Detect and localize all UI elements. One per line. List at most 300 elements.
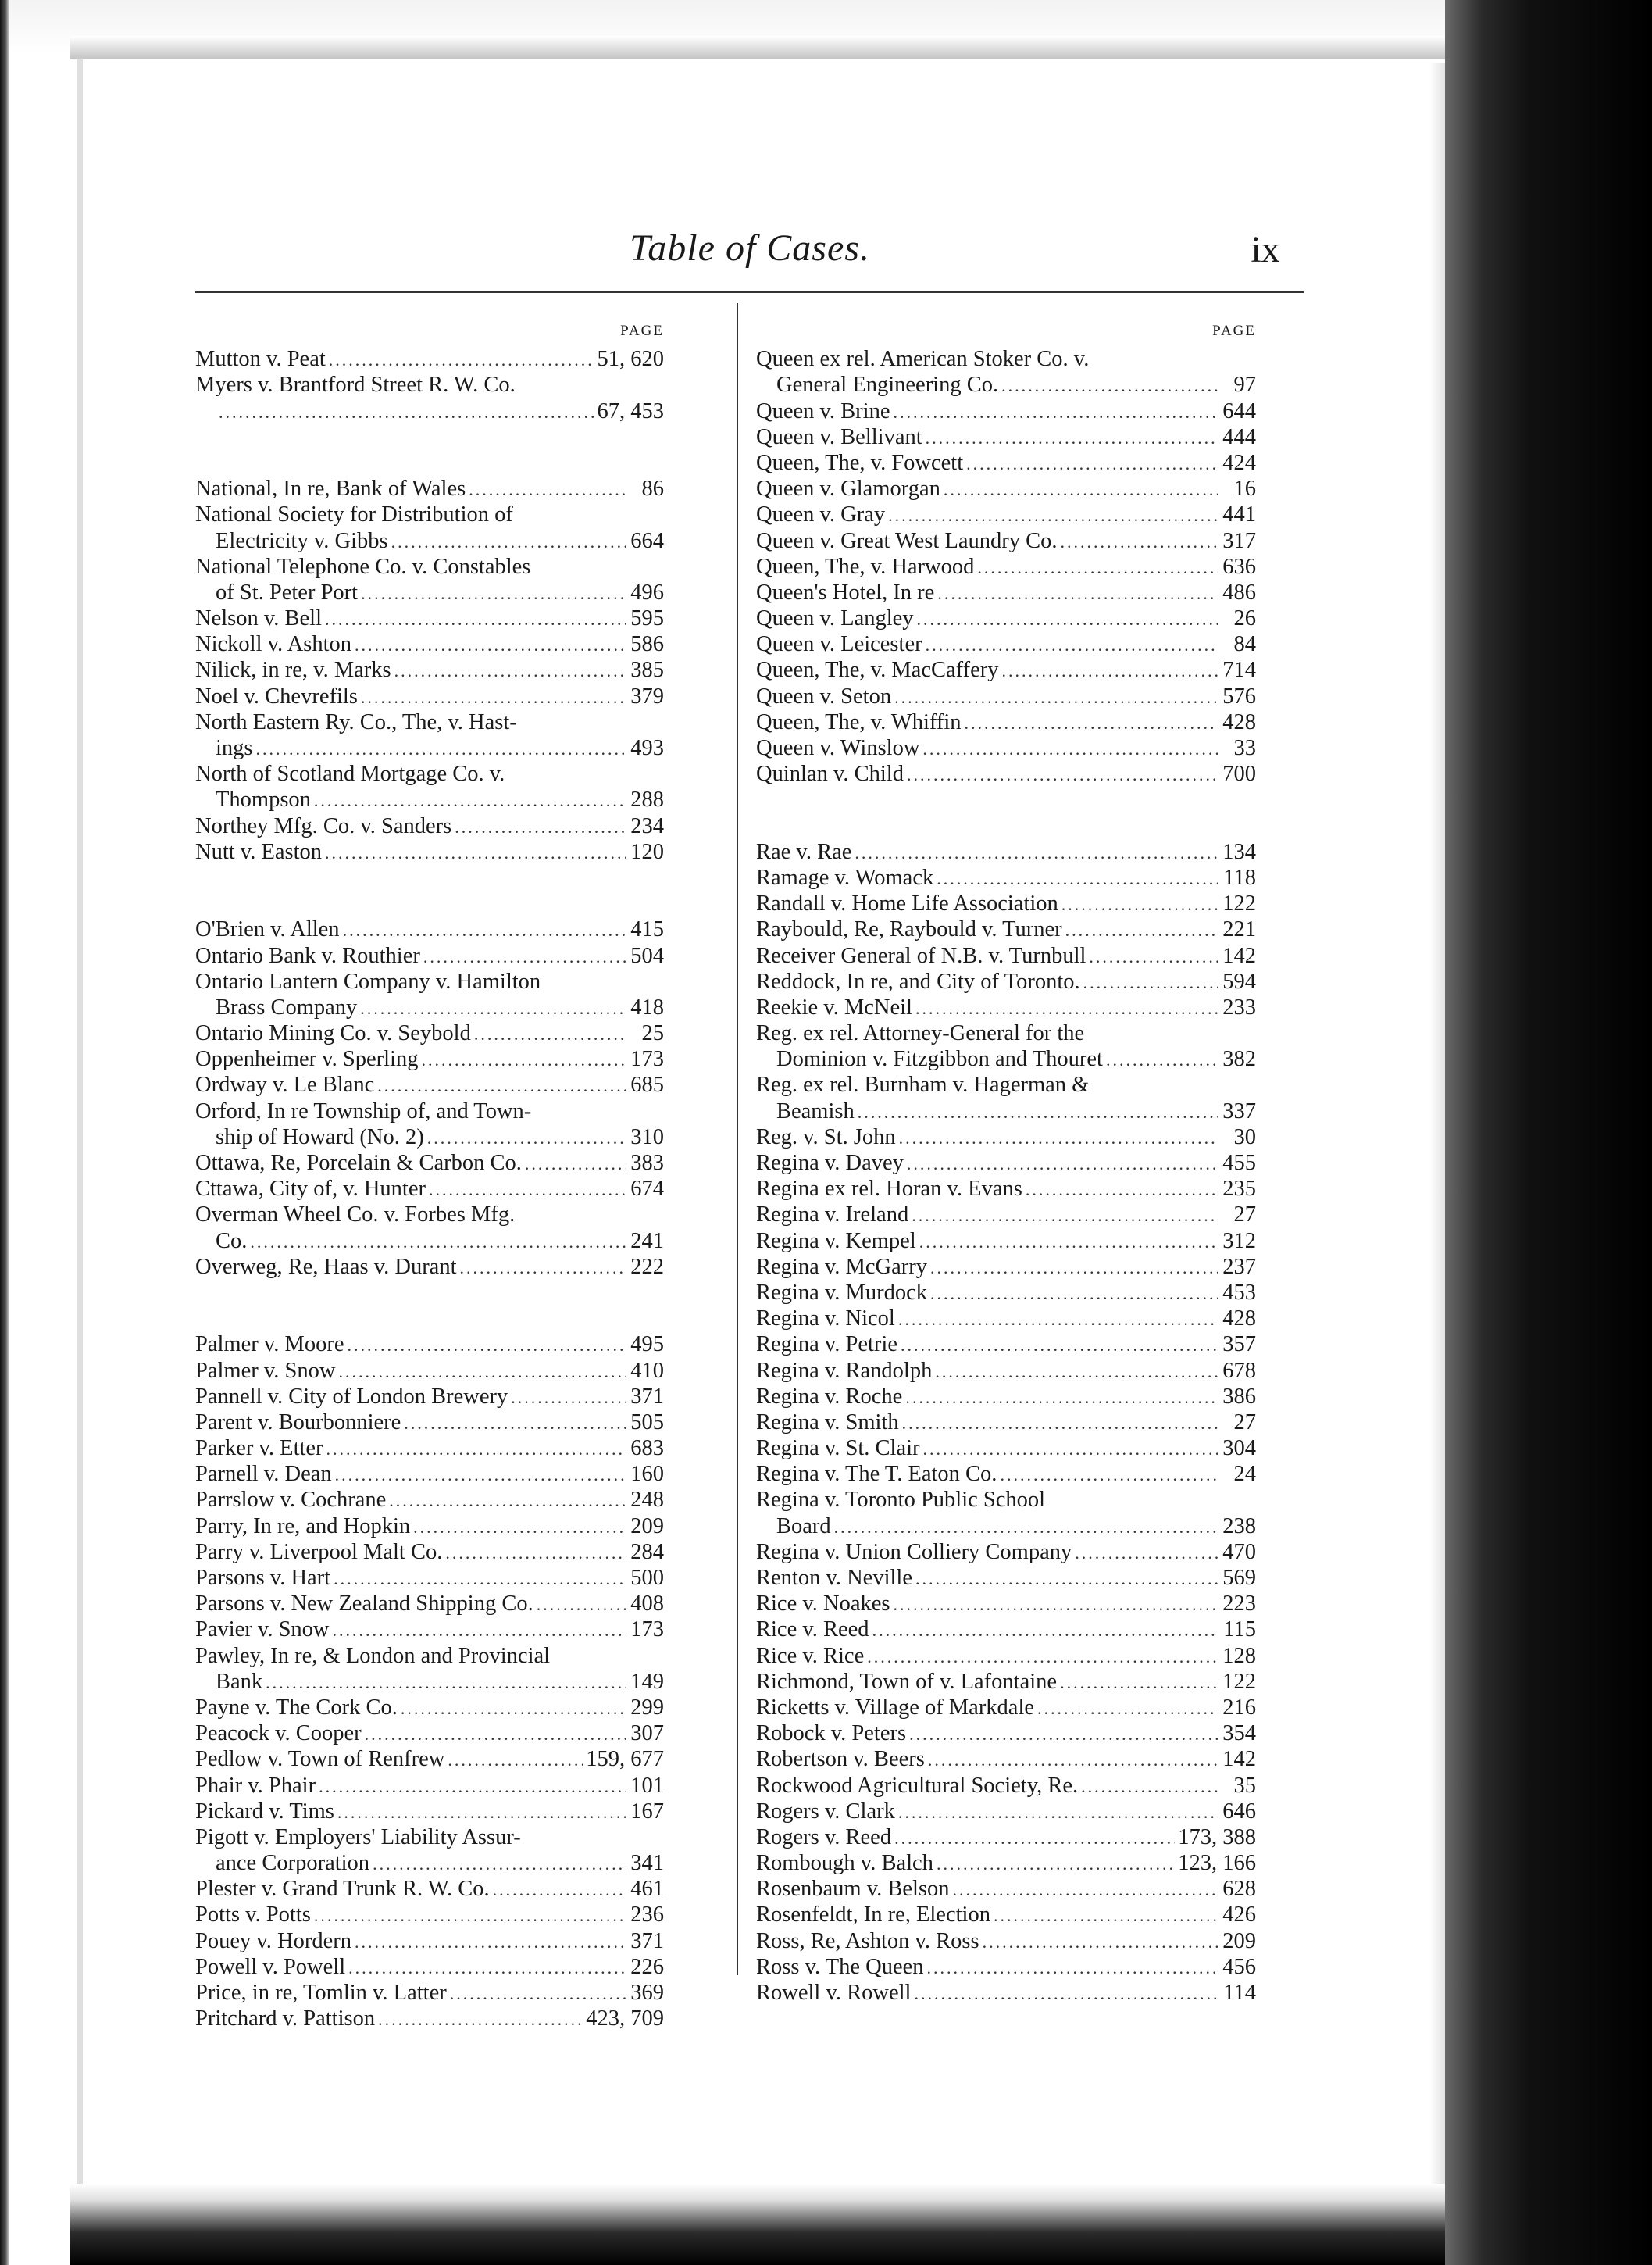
case-page-number: 423, 709 <box>586 2006 664 2031</box>
case-name: Regina v. Roche <box>756 1384 903 1409</box>
case-page-number: 595 <box>630 606 664 631</box>
case-entry <box>195 1020 664 1046</box>
dot-leader <box>355 1929 626 1955</box>
case-name: Nelson v. Bell <box>195 606 323 631</box>
case-name: Reg. v. St. John <box>756 1124 896 1149</box>
case-name: Regina v. McGarry <box>756 1254 927 1279</box>
case-page-number: 379 <box>630 684 664 709</box>
case-name: Quinlan v. Child <box>756 762 904 787</box>
case-name: Rockwood Agricultural Society, Re. <box>756 1773 1079 1798</box>
case-page-number: 418 <box>630 995 664 1020</box>
case-name: Overman Wheel Co. v. Forbes Mfg. <box>195 1202 516 1227</box>
case-entry <box>195 969 664 995</box>
case-page-number: 234 <box>630 813 664 838</box>
case-entry <box>756 1902 1256 1927</box>
case-page-number: 674 <box>630 1177 664 1202</box>
dot-leader <box>365 1721 626 1747</box>
dot-leader <box>858 1099 1218 1125</box>
case-name: National Telephone Co. v. Constables <box>195 554 531 579</box>
case-name: Queen v. Langley <box>756 606 914 631</box>
case-page-number: 304 <box>1222 1436 1256 1461</box>
case-entry-continuation <box>756 1099 1256 1124</box>
page-number: ix <box>1251 229 1280 270</box>
case-name: ings <box>216 736 253 761</box>
case-entry <box>756 969 1256 995</box>
case-name: Parrslow v. Cochrane <box>195 1488 387 1513</box>
case-page-number: 134 <box>1222 839 1256 864</box>
case-page-number: 86 <box>641 477 664 502</box>
dot-leader <box>335 1462 626 1488</box>
case-entry-continuation <box>195 1669 664 1695</box>
case-entry <box>756 1409 1256 1435</box>
dot-leader <box>953 1877 1218 1902</box>
case-page-number: 149 <box>630 1669 664 1694</box>
letter-group-gap <box>195 1280 664 1331</box>
case-name: Pigott v. Employers' Liability Assur- <box>195 1824 521 1849</box>
dot-leader <box>377 1073 626 1099</box>
dot-leader <box>474 1021 626 1047</box>
case-entry <box>756 1850 1256 1876</box>
dot-leader <box>493 1877 626 1902</box>
case-page-number: 317 <box>1222 528 1256 553</box>
case-name: Bank <box>216 1669 263 1694</box>
case-name: Myers v. Brantford Street R. W. Co. <box>195 373 516 398</box>
case-page-number: 288 <box>630 788 664 813</box>
dot-leader <box>421 1047 626 1073</box>
case-entry <box>756 1384 1256 1409</box>
case-entry <box>195 1046 664 1072</box>
case-name: Ramage v. Womack <box>756 865 934 890</box>
dot-leader <box>919 1229 1218 1255</box>
case-entry <box>756 1254 1256 1280</box>
case-entry <box>195 631 664 657</box>
dot-leader <box>1075 1540 1218 1566</box>
case-name: General Engineering Co. <box>776 373 999 398</box>
dot-leader <box>915 1566 1218 1592</box>
case-entry <box>756 1617 1256 1642</box>
case-name: Regina v. St. Clair <box>756 1436 920 1461</box>
case-name: ship of Howard (No. 2) <box>216 1124 424 1149</box>
dot-leader <box>898 1799 1218 1825</box>
dot-leader <box>1000 1462 1218 1488</box>
case-name: Parnell v. Dean <box>195 1462 332 1487</box>
case-entry <box>756 398 1256 424</box>
case-page-number: 51, 620 <box>597 347 664 372</box>
case-name: Pannell v. City of London Brewery <box>195 1384 508 1409</box>
case-name: Thompson <box>216 788 311 813</box>
case-entry <box>195 813 664 839</box>
case-name: Richmond, Town of v. Lafontaine <box>756 1669 1058 1694</box>
scan-border-bottom <box>70 2184 1445 2265</box>
case-page-number: 312 <box>1222 1228 1256 1253</box>
case-entry <box>756 1539 1256 1565</box>
case-name: Regina v. Murdock <box>756 1280 927 1305</box>
case-page-number: 646 <box>1222 1799 1256 1824</box>
case-entry-continuation <box>756 1046 1256 1072</box>
case-entry <box>756 1773 1256 1799</box>
dot-leader <box>1026 1177 1218 1202</box>
dot-leader <box>965 710 1218 736</box>
case-name: Parsons v. New Zealand Shipping Co. <box>195 1592 533 1617</box>
case-name: Nutt v. Easton <box>195 839 323 864</box>
dot-leader <box>899 1125 1218 1151</box>
case-entry <box>756 1435 1256 1461</box>
case-name: Queen, The, v. Harwood <box>756 554 975 579</box>
dot-leader <box>423 944 626 970</box>
case-name: Brass Company <box>216 995 358 1020</box>
case-name: Northey Mfg. Co. v. Sanders <box>195 813 452 838</box>
case-page-number: 173 <box>630 1047 664 1072</box>
case-name: Rombough v. Balch <box>756 1851 933 1876</box>
case-name: Dominion v. Fitzgibbon and Thouret <box>776 1047 1103 1072</box>
case-name: Pickard v. Tims <box>195 1799 334 1824</box>
case-page-number: 385 <box>630 658 664 683</box>
right-column <box>756 320 1256 2006</box>
case-entry <box>756 1643 1256 1669</box>
case-name: Queen's Hotel, In re <box>756 580 935 605</box>
case-name: Renton v. Neville <box>756 1566 912 1591</box>
dot-leader <box>343 917 626 943</box>
case-name: Cttawa, City of, v. Hunter <box>195 1177 426 1202</box>
case-entry <box>195 1980 664 2006</box>
dot-leader <box>1001 658 1218 684</box>
dot-leader <box>1001 373 1218 398</box>
case-name: Overweg, Re, Haas v. Durant <box>195 1254 457 1279</box>
case-page-number: 341 <box>630 1851 664 1876</box>
case-name: Regina v. Davey <box>756 1151 904 1176</box>
case-entry <box>756 580 1256 606</box>
case-entry <box>756 424 1256 450</box>
case-page-number: 594 <box>1222 969 1256 994</box>
case-entry <box>195 1150 664 1176</box>
case-page-number: 354 <box>1222 1721 1256 1746</box>
case-page-number: 456 <box>1222 1954 1256 1979</box>
case-page-number: 167 <box>630 1799 664 1824</box>
case-page-number: 159, 677 <box>586 1747 664 1772</box>
case-entry <box>195 1824 664 1850</box>
case-entry <box>756 1487 1256 1513</box>
case-name: Electricity v. Gibbs <box>216 528 388 553</box>
letter-group <box>756 346 1256 787</box>
case-page-number: 237 <box>1222 1254 1256 1279</box>
case-entry <box>195 476 664 502</box>
case-name: Beamish <box>776 1099 855 1124</box>
case-page-number: 226 <box>630 1954 664 1979</box>
dot-leader <box>907 1151 1218 1177</box>
dot-leader <box>427 1125 626 1151</box>
case-entry <box>756 1669 1256 1695</box>
case-name: Nilick, in re, v. Marks <box>195 658 391 683</box>
case-page-number: 25 <box>641 1021 664 1046</box>
dot-leader <box>1089 944 1218 970</box>
case-page-number: 455 <box>1222 1151 1256 1176</box>
dot-leader <box>914 1981 1218 2006</box>
dot-leader <box>325 606 626 632</box>
letter-group <box>195 916 664 1280</box>
case-page-number: 222 <box>630 1254 664 1279</box>
dot-leader <box>334 1566 626 1592</box>
case-entry <box>195 1591 664 1617</box>
case-name: Regina v. Union Colliery Company <box>756 1539 1072 1564</box>
dot-leader <box>917 606 1218 632</box>
case-entry-continuation <box>195 1850 664 1876</box>
case-page-number: 714 <box>1222 658 1256 683</box>
dot-leader <box>926 425 1218 451</box>
scan-border-right <box>1445 0 1652 2265</box>
case-name: Peacock v. Cooper <box>195 1721 362 1746</box>
case-name: ance Corporation <box>216 1851 370 1876</box>
case-entry <box>756 1150 1256 1176</box>
case-entry <box>756 502 1256 527</box>
case-entry <box>195 1435 664 1461</box>
case-name: Pritchard v. Pattison <box>195 2006 376 2031</box>
case-page-number: 120 <box>630 839 664 864</box>
case-page-number: 628 <box>1222 1877 1256 1902</box>
dot-leader <box>525 1151 626 1177</box>
case-entry-continuation <box>756 1513 1256 1539</box>
case-name: Queen, The, v. MacCaffery <box>756 658 999 683</box>
case-page-number: 371 <box>630 1928 664 1953</box>
dot-leader <box>429 1177 626 1202</box>
dot-leader <box>912 1202 1218 1228</box>
dot-leader <box>347 1332 626 1358</box>
case-page-number: 644 <box>1222 398 1256 423</box>
case-page-number: 35 <box>1233 1773 1256 1798</box>
case-name: Mutton v. Peat <box>195 347 326 372</box>
dot-leader <box>329 347 594 373</box>
case-page-number: 415 <box>630 917 664 942</box>
case-page-number: 27 <box>1233 1409 1256 1434</box>
case-name: Pedlow v. Town of Renfrew <box>195 1747 445 1772</box>
case-name: Regina v. Petrie <box>756 1332 897 1357</box>
case-page-number: 461 <box>630 1877 664 1902</box>
dot-leader <box>326 1436 626 1462</box>
case-page-number: 128 <box>1222 1643 1256 1668</box>
page-column-label: PAGE <box>1212 323 1256 339</box>
case-entry <box>756 346 1256 372</box>
case-name: Rice v. Noakes <box>756 1592 890 1617</box>
case-page-number: 115 <box>1223 1617 1256 1642</box>
case-name: Plester v. Grand Trunk R. W. Co. <box>195 1877 490 1902</box>
case-entry <box>756 761 1256 787</box>
case-entry-continuation <box>195 1228 664 1254</box>
case-page-number: 493 <box>630 736 664 761</box>
case-page-number: 428 <box>1222 1306 1256 1331</box>
case-entry <box>756 476 1256 502</box>
case-entry <box>756 1306 1256 1331</box>
case-page-number: 636 <box>1222 554 1256 579</box>
case-entry <box>756 450 1256 476</box>
case-entry <box>756 1331 1256 1357</box>
case-page-number: 33 <box>1233 736 1256 760</box>
letter-group <box>195 1331 664 2031</box>
case-entry <box>756 1202 1256 1227</box>
case-entry <box>756 943 1256 969</box>
case-name: Regina v. Toronto Public School <box>756 1488 1046 1513</box>
case-entry <box>756 709 1256 735</box>
case-page-number: 284 <box>630 1539 664 1564</box>
case-page-number: 496 <box>630 580 664 605</box>
case-name: Noel v. Chevrefils <box>195 684 358 709</box>
case-name: Regina v. Ireland <box>756 1202 909 1227</box>
case-page-number: 426 <box>1222 1902 1256 1927</box>
case-entry <box>195 657 664 683</box>
case-page-number: 173 <box>630 1617 664 1642</box>
dot-leader <box>1061 891 1218 917</box>
case-page-number: 382 <box>1222 1047 1256 1072</box>
case-name: Co. <box>216 1228 248 1253</box>
letter-group <box>756 839 1256 2006</box>
dot-leader <box>902 1410 1218 1436</box>
case-name: Ross, Re, Ashton v. Ross <box>756 1928 979 1953</box>
case-page-number: 142 <box>1222 943 1256 968</box>
case-name: Queen v. Bellivant <box>756 424 922 449</box>
case-page-number: 30 <box>1233 1124 1256 1149</box>
case-entry <box>756 1928 1256 1954</box>
case-page-number: 441 <box>1222 502 1256 527</box>
dot-leader <box>337 1799 626 1825</box>
case-page-number: 678 <box>1222 1358 1256 1383</box>
case-page-number: 209 <box>1222 1928 1256 1953</box>
scan-page-edge <box>77 55 83 2188</box>
dot-leader <box>937 581 1218 606</box>
dot-leader <box>266 1670 626 1695</box>
dot-leader <box>922 736 1218 762</box>
dot-leader <box>511 1384 626 1410</box>
case-page-number: 16 <box>1233 477 1256 502</box>
case-page-number: 685 <box>630 1073 664 1098</box>
case-name: Queen, The, v. Fowcett <box>756 450 964 475</box>
case-entry <box>195 1202 664 1227</box>
case-page-number: 142 <box>1222 1747 1256 1772</box>
case-name: Reg. ex rel. Burnham v. Hagerman & <box>756 1073 1090 1098</box>
case-entry <box>756 1954 1256 1980</box>
case-entry <box>756 1280 1256 1306</box>
dot-leader <box>937 866 1218 891</box>
case-entry <box>756 1176 1256 1202</box>
case-page-number: 424 <box>1222 450 1256 475</box>
case-name: Ordway v. Le Blanc <box>195 1073 375 1098</box>
case-page-number: 410 <box>630 1358 664 1383</box>
case-entry <box>195 943 664 969</box>
case-name: North Eastern Ry. Co., The, v. Hast- <box>195 709 517 734</box>
dot-leader <box>361 684 626 710</box>
case-entry <box>756 1124 1256 1150</box>
dot-leader <box>915 995 1218 1021</box>
column-divider <box>737 303 738 1975</box>
dot-leader <box>373 1851 626 1877</box>
case-name: North of Scotland Mortgage Co. v. <box>195 762 505 787</box>
case-page-number: 576 <box>1222 684 1256 709</box>
case-page-number: 97 <box>1233 373 1256 398</box>
dot-leader <box>361 581 626 606</box>
case-name: Reekie v. McNeil <box>756 995 912 1020</box>
case-name: Rogers v. Reed <box>756 1824 892 1849</box>
case-entry <box>195 1954 664 1980</box>
dot-leader <box>994 1902 1218 1928</box>
case-name: Ontario Lantern Company v. Hamilton <box>195 969 541 994</box>
dot-leader <box>314 1902 626 1928</box>
case-name: Pawley, In re, & London and Provincial <box>195 1643 551 1668</box>
case-name: Queen v. Seton <box>756 684 892 709</box>
case-name: Payne v. The Cork Co. <box>195 1695 398 1720</box>
dot-leader <box>338 1359 626 1384</box>
case-name: Pouey v. Hordern <box>195 1928 351 1953</box>
case-entry <box>195 709 664 735</box>
case-entry <box>195 346 664 372</box>
case-entry-continuation <box>195 580 664 606</box>
dot-leader <box>314 788 626 813</box>
left-column-entries <box>195 346 664 2031</box>
case-name: Parry v. Liverpool Malt Co. <box>195 1539 443 1564</box>
case-entry <box>756 657 1256 683</box>
case-name: O'Brien v. Allen <box>195 917 340 942</box>
case-page-number: 114 <box>1223 1981 1256 2006</box>
case-name: Queen v. Great West Laundry Co. <box>756 528 1058 553</box>
case-name: Robock v. Peters <box>756 1721 907 1746</box>
case-page-number: 337 <box>1222 1099 1256 1124</box>
dot-leader <box>1083 970 1218 995</box>
dot-leader <box>325 840 626 866</box>
dot-leader <box>977 555 1218 581</box>
case-entry-continuation <box>195 787 664 813</box>
case-name: National, In re, Bank of Wales <box>195 477 466 502</box>
case-entry <box>195 1072 664 1098</box>
case-name: Parker v. Etter <box>195 1436 323 1461</box>
dot-leader <box>1065 917 1218 943</box>
case-entry-continuation <box>195 1124 664 1150</box>
case-page-number: 223 <box>1222 1592 1256 1617</box>
case-name: Ontario Mining Co. v. Seybold <box>195 1021 471 1046</box>
case-name: Regina v. Smith <box>756 1409 899 1434</box>
case-entry <box>195 1902 664 1927</box>
case-entry <box>756 916 1256 942</box>
case-page-number: 24 <box>1233 1462 1256 1487</box>
case-entry-continuation <box>195 995 664 1020</box>
case-entry <box>195 1799 664 1824</box>
dot-leader <box>1037 1695 1218 1721</box>
case-entry <box>756 684 1256 709</box>
case-page-number: 233 <box>1222 995 1256 1020</box>
case-name: Queen ex rel. American Stoker Co. v. <box>756 347 1090 372</box>
dot-leader <box>909 1721 1218 1747</box>
case-entry <box>195 1617 664 1642</box>
case-entry <box>195 1409 664 1435</box>
dot-leader <box>1081 1774 1218 1799</box>
case-page-number: 101 <box>630 1773 664 1798</box>
case-page-number: 586 <box>630 632 664 657</box>
dot-leader <box>888 502 1218 528</box>
dot-leader <box>404 1410 626 1436</box>
page-column-label: PAGE <box>620 323 664 339</box>
case-name: Regina v. Nicol <box>756 1306 895 1331</box>
case-name: Rice v. Reed <box>756 1617 869 1642</box>
case-name: Robertson v. Beers <box>756 1747 925 1772</box>
case-entry <box>756 1228 1256 1254</box>
case-entry <box>195 1331 664 1357</box>
case-name: Ontario Bank v. Routhier <box>195 943 420 968</box>
case-page-number: 683 <box>630 1436 664 1461</box>
dot-leader <box>937 1851 1175 1877</box>
case-name: Potts v. Potts <box>195 1902 311 1927</box>
dot-leader <box>413 1514 626 1540</box>
case-entry <box>756 1565 1256 1591</box>
case-entry <box>195 1695 664 1720</box>
letter-group <box>195 346 664 424</box>
case-entry <box>195 1487 664 1513</box>
case-entry <box>756 735 1256 761</box>
case-entry <box>756 891 1256 916</box>
